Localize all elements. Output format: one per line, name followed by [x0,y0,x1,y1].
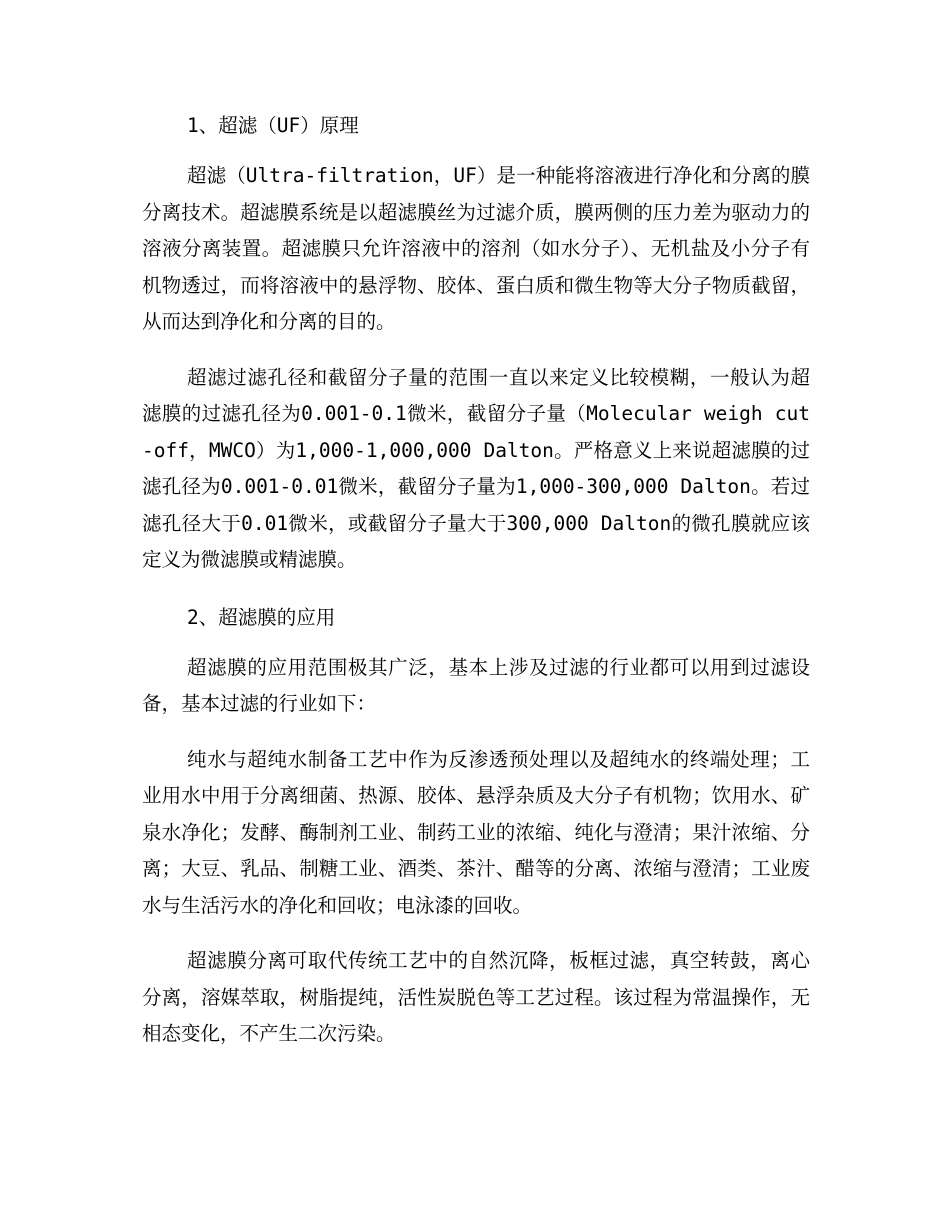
paragraph-uf-definition: 超滤（Ultra-filtration，UF）是一种能将溶液进行净化和分离的膜分离技术。超滤膜系统是以超滤膜丝为过滤介质，膜两侧的压力差为驱动力的溶液分离装置。超滤膜只允许溶液中的溶剂（如水分子）、无机盐及小分子有机物透过，而将溶液中的悬浮物、胶体、蛋白质和微生物等大分子物质截留，从而达到净化和分离的目的。 [142,164,810,333]
section-heading-applications: 2、超滤膜的应用 [187,605,336,629]
paragraph-application-scope: 超滤膜的应用范围极其广泛，基本上涉及过滤的行业都可以用到过滤设备，基本过滤的行业如下： [142,655,810,715]
paragraph-application-industries: 纯水与超纯水制备工艺中作为反渗透预处理以及超纯水的终端处理；工业用水中用于分离细菌、热源、胶体、悬浮杂质及大分子有机物；饮用水、矿泉水净化；发酵、酶制剂工业、制药工业的浓缩、纯化与澄清；果汁浓缩、分离；大豆、乳品、制糖工业、酒类、茶汁、醋等的分离、浓缩与澄清；工业废水与生活污水的净化和回收；电泳漆的回收。 [142,747,810,917]
paragraph-process-replacement: 超滤膜分离可取代传统工艺中的自然沉降，板框过滤，真空转鼓，离心分离，溶媒萃取，树脂提纯，活性炭脱色等工艺过程。该过程为常温操作，无相态变化，不产生二次污染。 [142,949,810,1045]
paragraph-pore-size: 超滤过滤孔径和截留分子量的范围一直以来定义比较模糊，一般认为超滤膜的过滤孔径为0.001-0.1微米，截留分子量（Molecular weigh cut-off，MWCO）为1,000-1,000,000 Dalton。严格意义上来说超滤膜的过滤孔径为0.001-0.01微米，截留分子量为1,000-300,000 Dalton。若过滤孔径大于0.01微米，或截留分子量大于300,000 Dalton的微孔膜就应该定义为微滤膜或精滤膜。 [142,365,810,571]
document-page [142,106,810,1053]
section-heading-principle: 1、超滤（UF）原理 [187,114,359,137]
